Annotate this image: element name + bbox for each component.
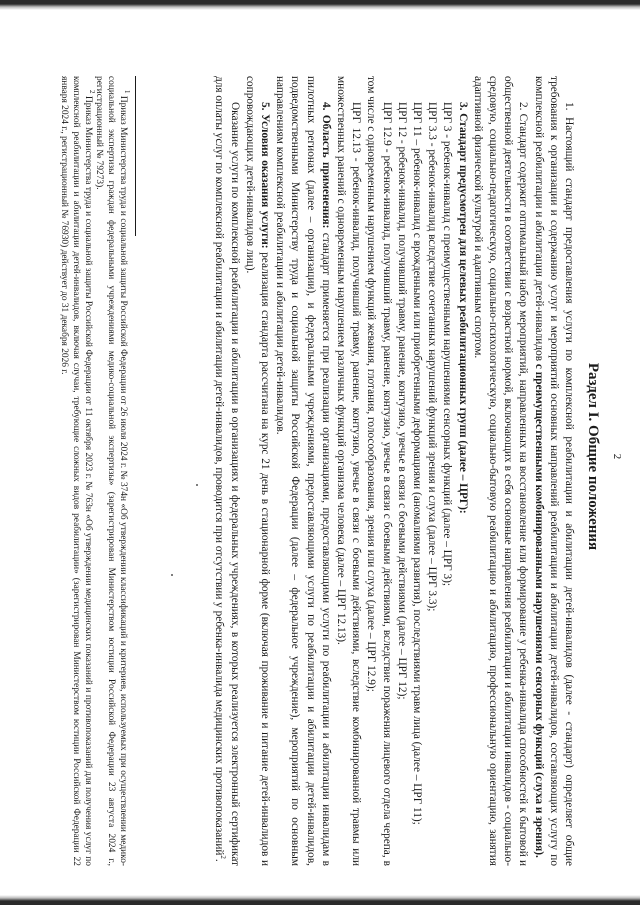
footnote-2 [57,76,96,866]
crg-item: ЦРГ 12.13 - ребенок-инвалид, получивший травму, ранение, контузию, увечье в связи с боевыми действиями, вследствие комбинированной травмы или множественных ранений с одновременным нарушением различных функций организма человека (далее – ЦРГ 12.13). [334,76,363,866]
scan-edge-top [0,0,640,10]
paragraph-5-label: 5. Условия оказания услуги: [258,102,271,249]
body-text [211,76,576,866]
footnote-text: Приказ Министерства труда и социальной защиты Российской Федерации от 26 июля 2024 г. № 374н «Об утверждении классификаций и критериев, используемых при осуществлении медико-социальной экспертизы граждан федеральными учреждениями медико-социальной экспертизы» (зарегистрирован Министерством юстиции Российской Федерации 23 августа 2024 г., регистрационный № 79273). [94,76,128,866]
paragraph-2: 2. Стандарт содержит оптимальный набор мероприятий, направленных на восстановление или формирование у ребенка-инвалида способностей к бытовой и общественной деятельности в соответствии с возрастной нормой, включающих в себя основные направления реабилитации и абилитации инвалидов - социально-средовую, социально-педагогическую, социально-психологическую, социально-бытовую реабилитацию и абилитацию, профессиональную ориентацию, занятия адаптивной физической культурой и адаптивным спортом. [471,76,530,866]
scan-dust [171,574,173,576]
rotated-page [8,14,628,899]
footnote-1 [93,76,132,866]
paragraph-4-text: стандарт применяется при реализации организациями, предоставляющими услуги по реабилитации и абилитации инвалидам в пилотных регионах (далее – организации), и федеральными учреждениями, предоставляющими услуги по реабилитации и абилитации детей-инвалидов, подведомственными Министерству труда и социальной защиты Российской Федерации (далее – федеральное учреждение), мероприятий по основным направлениям комплексной реабилитации и абилитации детей-инвалидов. [274,76,332,866]
footnote-ref-2[interactable]: 2 [219,855,228,859]
paragraph-5 [242,76,272,866]
crg-item: ЦРГ 12 - ребенок-инвалид, получивший травму, ранение, контузию, увечье в связи с боевыми действиями (далее – ЦРГ 12); [395,102,408,700]
paragraph-1 [530,76,576,866]
paragraph-1-bold: с преимущественными комбинированными нарушениями сенсорных функций (слуха и зрения). [532,363,545,858]
page-number: 2 [611,453,623,460]
paragraph-6 [211,76,241,866]
paragraph-6-end: . [213,858,226,862]
paragraph-6-text: Оказание услуги по комплексной реабилитации и абилитации в организациях и федеральных учреждениях, в которых реализуется электронный сертификат для оплаты услуг по комплексной реабилитации и абилитации детей-инвалидов, проводится при отсутствии у ребенка-инвалида медицинских противопоказаний [213,76,241,866]
paragraph-4 [272,76,333,866]
paragraph-5-text: реализация стандарта рассчитана на курс 21 день в стационарной форме (включая проживание и питание детей-инвалидов и сопровождающих детей-инвалидов лиц). [243,76,271,866]
footnote-text: Приказ Министерства труда и социальной защиты Российской Федерации от 11 октября 2023 г. № 763н «Об утверждении медицинских показаний и противопоказаний для получения услуг по комплексной реабилитации и абилитации детей-инвалидов, включая случаи, требующие сложных видов реабилитации» (зарегистрирован Министерством юстиции Российской Федерации 22 января 2024 г., регистрационный № 76930) действует до 31 декабря 2026 г. [59,76,93,866]
crg-item: ЦРГ 3.3 - ребенок-инвалид вследствие сочетанных нарушений функций зрения и слуха (далее – ЦРГ 3.3); [426,102,439,612]
crg-item: ЦРГ 12.9 - ребенок-инвалид, получивший травму, ранение, контузию, увечье в связи с боевыми действиями, вследствие поражения лицевого отдела черепа, в том числе с одновременным нарушением функций жевания, глотания, голосообразования, зрения или слуха (далее – ЦРГ 12.9); [365,76,393,866]
paragraph-1-text: 1. Настоящий стандарт предоставления услуги по комплексной реабилитации и абилитации детей-инвалидов (далее - стандарт) определяет общие требования к организации и содержанию услуг и мероприятий основных направлений реабилитации и абилитации детей-инвалидов, составляющих услугу по комплексной реабилитации и абилитации детей-инвалидов [532,76,575,866]
footnote-separator [135,76,136,236]
scan-dust [196,484,198,486]
crg-item: ЦРГ 3 - ребенок-инвалид с преимущественными нарушениями сенсорных функций (далее – ЦРГ 3); [441,102,454,587]
paragraph-3: 3. Стандарт предусмотрен для целевых реабилитационных групп (далее – ЦРГ): [456,102,469,514]
footnote-mark: 2 [87,90,96,94]
footnote-mark: 1 [123,90,132,94]
section-title: Раздел I. Общие положения [585,362,601,551]
footnotes [57,76,132,866]
crg-item: ЦРГ 11 – ребенок-инвалид с врожденными или приобретенными деформациями (аномалиями развития), последствиями травм лица (далее – ЦРГ 11); [410,102,423,825]
paragraph-4-label: 4. Область применения: [319,102,332,229]
